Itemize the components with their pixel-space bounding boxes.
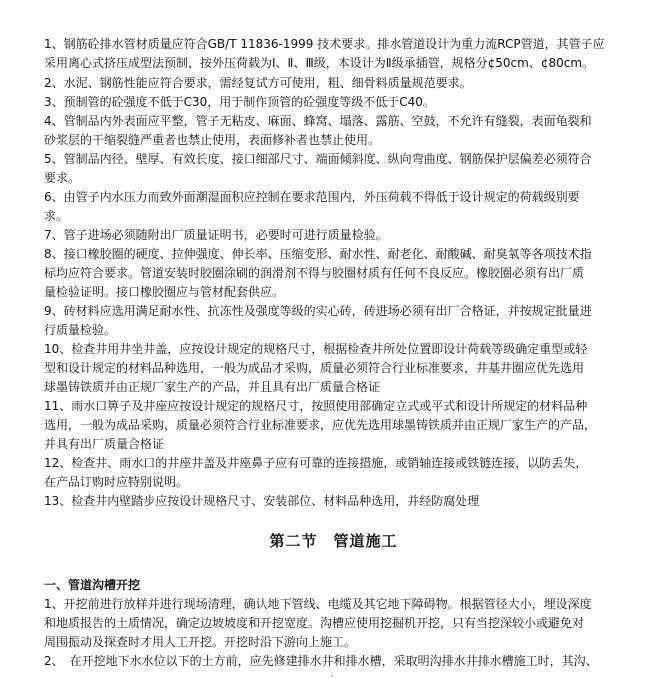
text-line: 8、接口橡胶圈的硬度、拉伸强度、伸长率、压缩变形、耐水性、耐老化、耐酸碱、耐臭氧等各项技术指 [44, 247, 592, 261]
subsection-title: 一、管道沟槽开挖 [44, 578, 141, 592]
body-line: 1、开挖前进行放样并进行现场清理，确认地下管线、电缆及其它地下障碍物。根据管径大小，埋设深度 [44, 597, 592, 611]
text-line: 行质量检验。 [44, 323, 117, 337]
text-line: 11、雨水口箅子及井座应按设计规定的规格尺寸，按照使用部确定立式或平式和设计所规定的材料品种 [44, 399, 588, 413]
page-number: 1 [330, 672, 334, 679]
text-line: 求。 [44, 209, 69, 223]
text-line: 3、预制管的砼强度不低于C30，用于制作顶管的砼强度等级不低于C40。 [44, 95, 435, 109]
text-line: 2、水泥、钢筋性能应符合要求，需经复试方可使用，粗、细骨料质量规范要求。 [44, 76, 472, 90]
text-line: 要求。 [44, 171, 81, 185]
text-line: 1、钢筋砼排水管材质量应符合GB/T 11836-1999 技术要求。排水管道设计为重力流RCP管道，其管子应 [44, 37, 605, 51]
text-line: 量检验证明。接口橡胶圈应与管材配套供应。 [44, 285, 285, 299]
text-line: 在产品订购时应特别说明。 [44, 475, 189, 489]
text-line: 并具有出厂质量合格证 [44, 437, 165, 451]
section-title: 第二节 管道施工 [269, 532, 398, 550]
text-line: 13、检查井内壁踏步应按设计规格尺寸、安装部位、材料品种选用，并经防腐处理 [44, 494, 480, 508]
text-line: 4、管制品内外表面应平整，管子无粘皮、麻面、蜂窝、塌落、露筋、空鼓，不允许有缝裂，表面龟裂和 [44, 114, 592, 128]
text-line: 型和设计规定的材料品种选用，一般为成品才采购，质量必须符合行业标准要求，井基井圈应优先选用 [44, 361, 585, 375]
body-line: 周围振动及探查时才用人工开挖。开挖时沿下游向上施工。 [44, 635, 357, 649]
text-line: 9、砖材料应选用满足耐水性、抗冻性及强度等级的实心砖，砖进场必须有出厂合格证，并按规定批量进 [44, 304, 592, 318]
text-line: 采用离心式挤压成型法预制，按外压荷载为Ⅰ、Ⅱ、Ⅲ级，本设计为Ⅱ级承插管，规格分¢50cm、¢80cm。 [44, 56, 595, 70]
text-line: 10、检查井用井坐井盖，应按设计规定的规格尺寸，根据检查井所处位置即设计荷载等级确定重型或轻 [44, 342, 588, 356]
text-line: 12、检查井、雨水口的井座井盖及井座鼻子应有可靠的连接措施，或销轴连接或铁链连接，以防丢失， [44, 456, 588, 470]
text-line: 选用，一般为成品采购，质量必须符合行业标准要求，应优先选用球墨铸铁质并由正规厂家生产的产品， [44, 418, 597, 432]
body-line: 和地质报告的土质情况，确定边坡坡度和开挖宽度。沟槽应使用挖掘机开挖，只有当挖深较小或避免对 [44, 616, 585, 630]
text-line: 7、管子进场必须随附出厂质量证明书，必要时可进行质量检验。 [44, 228, 388, 242]
text-line: 标均应符合要求。管道安装时胶圈涂刷的润滑剂不得与胶圈材质有任何不良反应。橡胶圈必须有出厂质 [44, 266, 585, 280]
text-line: 球墨铸铁质并由正规厂家生产的产品，并且具有出厂质量合格证 [44, 380, 381, 394]
text-line: 6、由管子内水压力而致外面潮湿面积应控制在要求范围内，外压荷载不得低于设计规定的荷载级别要 [44, 190, 580, 204]
body-line: 2、 在开挖地下水水位以下的土方前，应先修建排水井和排水槽，采取明沟排水井排水槽施工时，其沟、 [44, 654, 598, 668]
text-line: 5、管制品内径、壁厚、有效长度、接口细部尺寸、端面倾斜度、纵向弯曲度、钢筋保护层偏差必须符合 [44, 152, 592, 166]
text-line: 砂浆层的干缩裂缝严重者也禁止使用，表面修补者也禁止使用。 [44, 133, 381, 147]
